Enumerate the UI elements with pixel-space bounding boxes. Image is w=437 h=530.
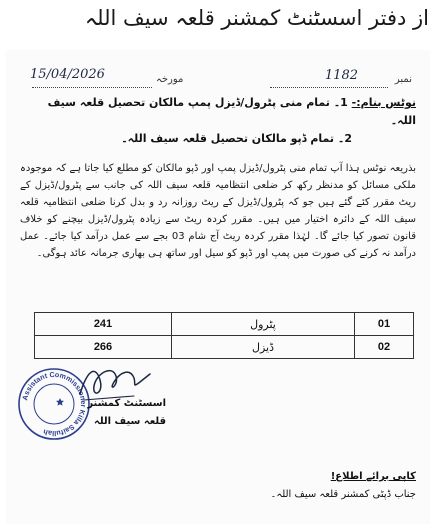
notice-label: نوٹس بنام:- [351,96,416,109]
rate-number: 02 [355,336,414,359]
copy-heading: کاپی برائے اطلاع! [330,471,416,482]
fuel-rates-table [34,312,414,359]
reference-label: نمبر [394,74,412,85]
notice-body: بذریعہ نوٹس ہذا آپ تمام منی پٹرول/ڈیزل پمپ اور ڈپو مالکان کو مطلع کیا جاتا ہے کہ موجودہ ملکی مسائل کو مدنظر رکھ کر ضلعی انتظامیہ قلعہ سیف اللہ کی جانب سے پٹرول/ڈیزل کے ریٹ مقرر کئے گئے ہیں جو کہ پٹرول/ڈیزل کے ریٹ روزانہ رد و بدل کرنا ضلعی انتظامیہ قلعہ سیف اللہ کے دائرہ اختیار میں ہیں۔ مقرر کردہ ریٹ سے زیادہ پٹرول/ڈیزل بیچنے کو خلاف قانون تصور کیا جائے گا۔ لہٰذا مقرر کردہ ریٹ آج شام 03 بجے سے عمل درآمد کیا جائے۔ عمل درآمد نہ کرنے کی صورت میں پمپ اور ڈپو کو سیل اور ساتھ ہی بھاری جرمانہ عائد ہوگی۔ [20,163,417,259]
table-row [35,313,414,336]
notice-item-1: 1۔ تمام منی پٹرول/ڈیزل پمپ مالکان تحصیل قلعہ سیف اللہ۔ [47,96,416,127]
rate-number: 01 [355,313,414,336]
notice-item-2: 2۔ تمام ڈپو مالکان تحصیل قلعہ سیف اللہ۔ [121,132,352,145]
signatory-title [86,395,166,431]
copy-recipient: جناب ڈپٹی کمشنر قلعہ سیف اللہ۔ [270,489,416,500]
date-dotted-line [32,87,152,88]
rate-price: 241 [35,313,172,336]
stamp-text: Assistant Commissioner Killa Saifullah [20,369,89,439]
date-value: 15/04/2026 [30,67,105,82]
reference-number: 1182 [324,68,358,83]
rate-fuel: ڈیزل [172,336,355,359]
reference-row [26,67,418,92]
star-icon [56,398,64,406]
signatory-title-line-2: قلعہ سیف اللہ [93,416,166,427]
notice-addressees [36,94,416,148]
date-label: مورخہ [156,74,184,85]
office-header-title: از دفتر اسسٹنٹ کمشنر قلعہ سیف اللہ [84,6,429,30]
reference-dotted-line [270,87,388,88]
rate-price: 266 [35,336,172,359]
notice-document [6,50,430,524]
rate-fuel: پٹرول [172,313,355,336]
table-row [35,336,414,359]
signatory-title-line-1: اسسٹنٹ کمشنر [87,398,166,409]
copy-section [116,468,416,504]
